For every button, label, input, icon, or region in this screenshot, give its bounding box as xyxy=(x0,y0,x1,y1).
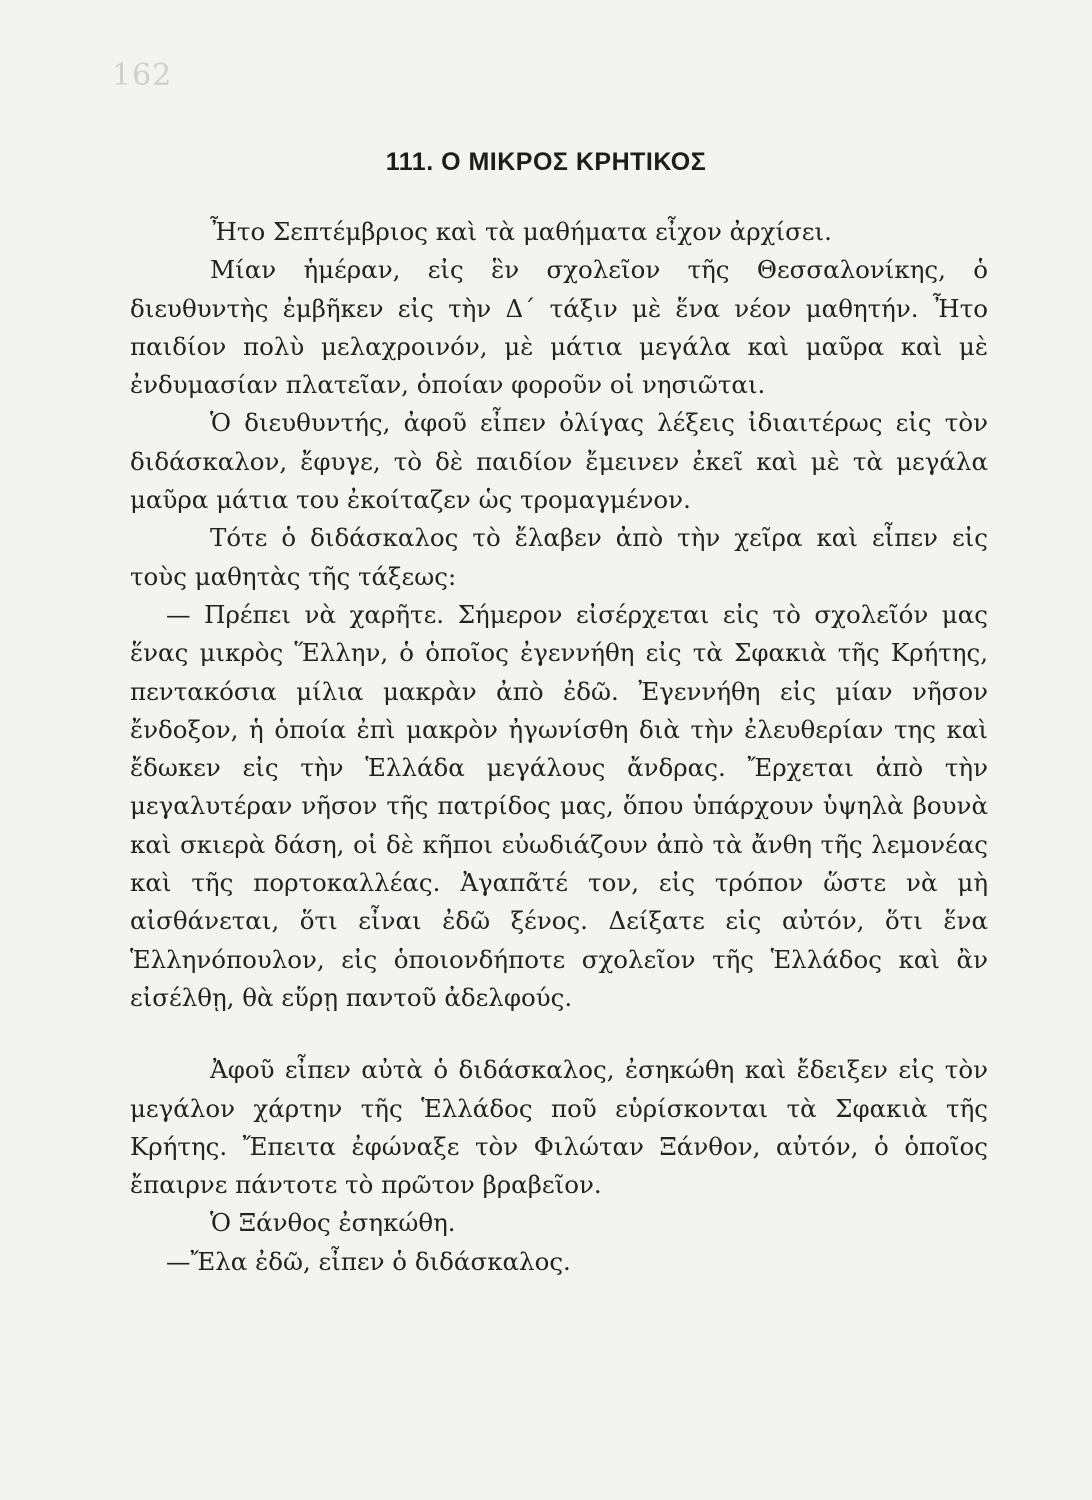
paragraph-7: Ὁ Ξάνθος ἐσηκώθη. xyxy=(210,1208,456,1238)
paragraph-4: Τότε ὁ διδάσκαλος τὸ ἔλαβεν ἀπὸ τὴν χεῖρα καὶ εἶπεν εἰς τοὺς μαθητὰς τῆς τάξεως: xyxy=(130,523,988,591)
paragraph-2: Μίαν ἡμέραν, εἰς ἓν σχολεῖον τῆς Θεσσαλονίκης, ὁ διευθυντὴς ἐμβῆκεν εἰς τὴν Δ΄ τάξιν μὲ ἕνα νέον μαθητήν. Ἦτο παιδίον πολὺ μελαχροινόν, μὲ μάτια μεγάλα καὶ μαῦρα καὶ μὲ ἐνδυμασίαν πλατεῖαν, ὁποίαν φοροῦν οἱ νησιῶται. xyxy=(130,255,988,400)
paragraph-1: Ἦτο Σεπτέμβριος καὶ τὰ μαθήματα εἶχον ἀρχίσει. xyxy=(210,217,832,246)
body-text xyxy=(130,213,988,1281)
paragraph-8-speech: —Ἔλα ἐδῶ, εἶπεν ὁ διδάσκαλος. xyxy=(166,1246,571,1276)
chapter-title: 111. Ο ΜΙΚΡΟΣ ΚΡΗΤΙΚΟΣ xyxy=(385,148,707,176)
paragraph-3: Ὁ διευθυντής, ἀφοῦ εἶπεν ὀλίγας λέξεις ἰδιαιτέρως εἰς τὸν διδάσκαλον, ἔφυγε, τὸ δὲ παιδίον ἔμεινεν ἐκεῖ καὶ μὲ τὰ μεγάλα μαῦρα μάτια του ἐκοίταζεν ὡς τρομαγμένον. xyxy=(130,408,988,515)
paragraph-6: Ἀφοῦ εἶπεν αὐτὰ ὁ διδάσκαλος, ἐσηκώθη καὶ ἔδειξεν εἰς τὸν μεγάλον χάρτην τῆς Ἑλλάδος ποῦ εὑρίσκονται τὰ Σφακιὰ τῆς Κρήτης. Ἔπειτα ἐφώναξε τὸν Φιλώταν Ξάνθον, αὐτόν, ὁ ὁποῖος ἔπαιρνε πάντοτε τὸ πρῶτον βραβεῖον. xyxy=(130,1055,988,1200)
page-number: 162 xyxy=(112,58,173,93)
paragraph-5-speech: — Πρέπει νὰ χαρῆτε. Σήμερον εἰσέρχεται εἰς τὸ σχολεῖόν μας ἕνας μικρὸς Ἕλλην, ὁ ὁποῖος ἐγεννήθη εἰς τὰ Σφακιὰ τῆς Κρήτης, πεντακόσια μίλια μακρὰν ἀπὸ ἐδῶ. Ἐγεννήθη εἰς μίαν νῆσον ἔνδοξον, ἡ ὁποία ἐπὶ μακρὸν ἠγωνίσθη διὰ τὴν ἐλευθερίαν της καὶ ἔδωκεν εἰς τὴν Ἑλλάδα μεγάλους ἄνδρας. Ἔρχεται ἀπὸ τὴν μεγαλυτέραν νῆσον τῆς πατρίδος μας, ὅπου ὑπάρχουν ὑψηλὰ βουνὰ καὶ σκιερὰ δάση, οἱ δὲ κῆποι εὐωδιάζουν ἀπὸ τὰ ἄνθη τῆς λεμονέας καὶ τῆς πορτοκαλλέας. Ἀγαπᾶτέ τον, εἰς τρόπον ὥστε νὰ μὴ αἰσθάνεται, ὅτι εἶναι ἐδῶ ξένος. Δείξατε εἰς αὐτόν, ὅτι ἕνα Ἑλληνόπουλον, εἰς ὁποιονδήποτε σχολεῖον τῆς Ἑλλάδος καὶ ἂν εἰσέλθῃ, θὰ εὕρῃ παντοῦ ἀδελφούς. xyxy=(130,599,988,1012)
